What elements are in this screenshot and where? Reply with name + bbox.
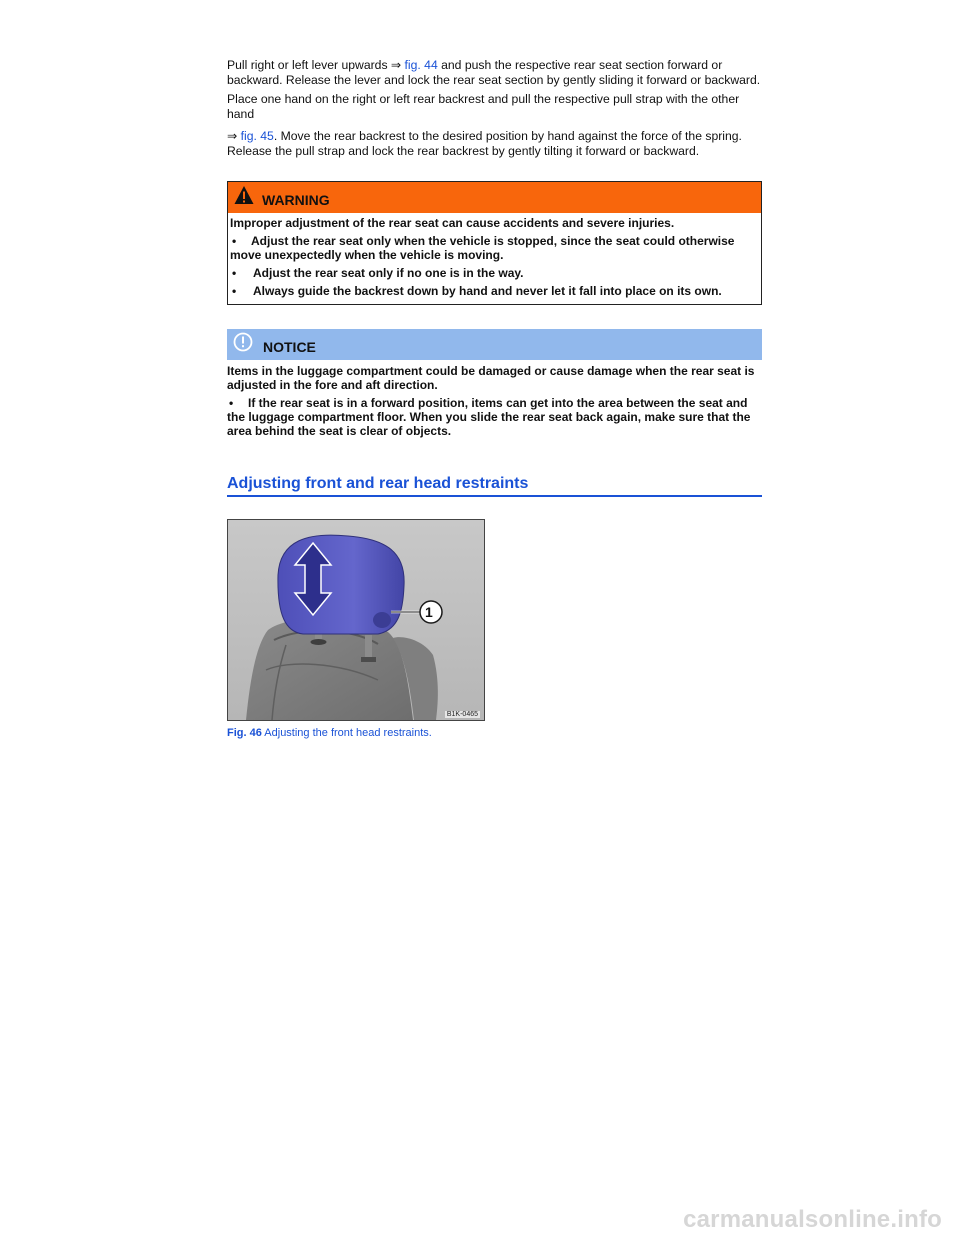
bullet-icon: • bbox=[229, 395, 234, 410]
page-content bbox=[227, 58, 762, 740]
caption-text: Adjusting the front head restraints. bbox=[261, 726, 432, 739]
fig-45-link[interactable]: fig. 45 bbox=[240, 129, 274, 144]
warning-box bbox=[227, 181, 762, 305]
paragraph-text: ⇒ bbox=[227, 129, 241, 144]
warning-bullet bbox=[230, 266, 759, 280]
exclamation-circle-icon bbox=[233, 332, 253, 357]
bullet-icon: • bbox=[232, 233, 237, 248]
bullet-icon: • bbox=[232, 283, 237, 298]
warning-title: WARNING bbox=[262, 192, 330, 209]
bullet-icon: • bbox=[232, 265, 237, 280]
section-heading bbox=[227, 474, 762, 497]
warning-intro: Improper adjustment of the rear seat can cause accidents and severe injuries. bbox=[230, 215, 675, 230]
head-restraint-figure bbox=[227, 519, 485, 721]
bullet-text: Adjust the rear seat only if no one is in the way. bbox=[253, 265, 524, 280]
warning-triangle-icon bbox=[234, 185, 254, 210]
notice-bullet bbox=[227, 396, 762, 438]
paragraph-text: Pull right or left lever upwards ⇒ bbox=[227, 58, 405, 72]
notice-header bbox=[227, 329, 762, 360]
warning-bullet bbox=[230, 284, 759, 298]
figure-caption bbox=[227, 727, 762, 740]
section-title: Adjusting front and rear head restraints bbox=[227, 474, 529, 492]
warning-header bbox=[228, 182, 761, 213]
bullet-text: Always guide the backrest down by hand and never let it fall into place on its own. bbox=[253, 283, 722, 298]
fig-44-link[interactable]: fig. 44 bbox=[404, 58, 438, 72]
notice-intro: Items in the luggage compartment could be damaged or cause damage when the rear seat is adjusted in the fore and aft direction. bbox=[227, 363, 755, 392]
warning-body bbox=[228, 213, 761, 304]
callout-number: 1 bbox=[425, 603, 433, 620]
bullet-text: If the rear seat is in a forward position, items can get into the area between the seat and the luggage compartment floor. When you slide the rear seat back again, make sure that the area behind the seat is clear of objects. bbox=[227, 395, 751, 438]
notice-title: NOTICE bbox=[263, 339, 316, 356]
head-restraint-illustration bbox=[228, 520, 484, 720]
watermark-text: carmanualsonline.info bbox=[683, 1206, 942, 1233]
bullet-text: Adjust the rear seat only when the vehicle is stopped, since the seat could otherwise move unexpectedly when the vehicle is moving. bbox=[230, 233, 735, 262]
figure-code: B1K-0465 bbox=[446, 710, 478, 718]
notice-box bbox=[227, 329, 762, 438]
warning-bullet bbox=[230, 234, 759, 262]
paragraph-pull-strap bbox=[227, 129, 762, 158]
caption-label: Fig. 46 bbox=[227, 726, 262, 739]
notice-body bbox=[227, 360, 762, 438]
paragraph-lever bbox=[227, 58, 762, 87]
paragraph-backrest: Place one hand on the right or left rear backrest and pull the respective pull strap with the other hand bbox=[227, 92, 740, 121]
paragraph-text: . Move the rear backrest to the desired position by hand against the force of the spring. Release the pull strap and lock the rear backrest by gently tilting it forward or backward. bbox=[227, 129, 742, 158]
paragraph-text: and push the respective rear seat section forward or backward. Release the lever and lock the rear seat section by gently sliding it forward or backward. bbox=[227, 58, 761, 87]
